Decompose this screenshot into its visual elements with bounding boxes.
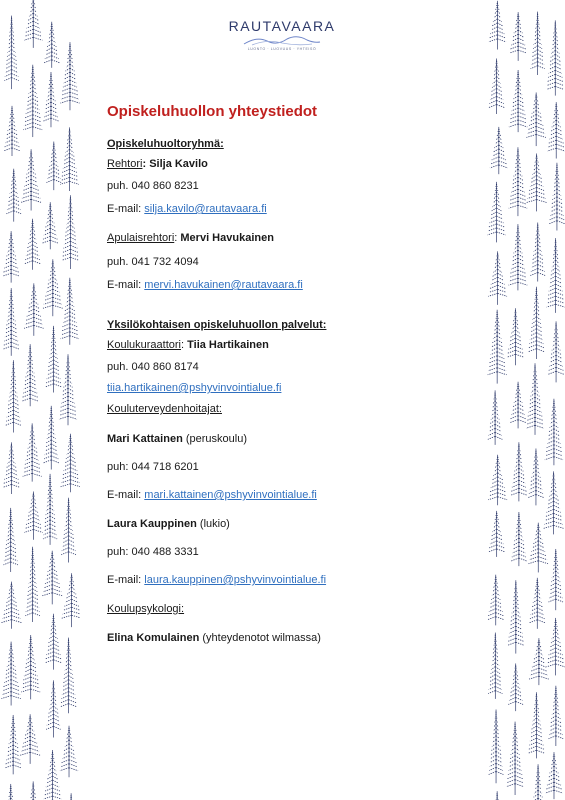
tree-icon — [509, 224, 528, 290]
rehtori-email-line — [107, 203, 267, 216]
tree-icon — [6, 169, 21, 222]
rehtori-phone: puh. 040 860 8231 — [107, 180, 199, 192]
section-heading-opiskeluhuoltoryhma: Opiskeluhuoltoryhmä: — [107, 138, 224, 150]
tree-icon — [61, 638, 77, 714]
tree-icon — [3, 784, 18, 800]
tree-icon — [23, 65, 42, 137]
tree-icon — [510, 382, 527, 429]
nurse2-phone: puh: 040 488 3331 — [107, 546, 199, 558]
apulaisrehtori-phone: puh. 041 732 4094 — [107, 256, 199, 268]
rautavaara-logo — [222, 18, 342, 51]
kuraattori-email-line — [107, 382, 281, 395]
tree-icon — [61, 434, 80, 493]
tree-icon — [509, 70, 527, 132]
tree-icon — [4, 16, 18, 90]
tree-icon — [489, 791, 506, 800]
tree-icon — [545, 399, 563, 466]
tree-icon — [3, 508, 18, 572]
tree-icon — [21, 635, 40, 699]
nurse1-name: Mari Kattainen — [107, 433, 183, 445]
tree-icon — [6, 360, 21, 432]
tree-icon — [3, 231, 20, 282]
email-label: E-mail: — [107, 203, 145, 215]
tree-icon — [488, 633, 502, 699]
tree-icon — [531, 12, 545, 75]
psykologi-name: Elina Komulainen — [107, 632, 200, 644]
tree-icon — [528, 692, 544, 758]
tree-icon — [43, 474, 57, 545]
tree-icon — [60, 127, 79, 191]
apulaisrehtori-email-line — [107, 279, 303, 292]
nurse2-line — [107, 518, 230, 531]
email-label: E-mail: — [107, 279, 145, 291]
tree-icon — [487, 575, 504, 626]
tree-icon — [489, 1, 506, 50]
tree-icon — [45, 614, 62, 670]
tree-icon — [43, 72, 58, 127]
tree-icon — [62, 195, 79, 269]
tree-icon — [1, 642, 20, 706]
tree-icon — [21, 149, 41, 210]
tree-icon — [3, 442, 20, 494]
logo-wordmark: RAUTAVAARA — [228, 18, 336, 34]
tree-icon — [509, 12, 526, 61]
nurse1-phone: puh: 044 718 6201 — [107, 461, 199, 473]
tree-icon — [60, 726, 78, 777]
tree-icon — [509, 147, 527, 216]
tree-icon — [528, 449, 543, 506]
rehtori-line — [107, 158, 208, 171]
tree-icon — [487, 182, 505, 242]
tree-icon — [24, 0, 42, 48]
kuraattori-line: Koulukuraattori: Tiia Hartikainen — [107, 339, 269, 351]
rehtori-email-link[interactable]: silja.kavilo@rautavaara.fi — [144, 203, 267, 215]
tree-icon — [511, 512, 526, 566]
email-label: E-mail: — [107, 489, 145, 501]
tree-icon — [548, 321, 564, 382]
apulaisrehtori-name: Mervi Havukainen — [180, 232, 274, 244]
tree-icon — [549, 686, 564, 746]
terveydenhoitajat-heading: Kouluterveydenhoitajat: — [107, 403, 222, 415]
tree-icon — [25, 219, 41, 270]
tree-icon — [545, 752, 563, 799]
tree-icon — [488, 390, 503, 444]
email-label: E-mail: — [107, 574, 145, 586]
tree-icon — [25, 547, 40, 622]
tree-icon — [527, 154, 547, 212]
section-heading-yksilokohtainen: Yksilökohtaisen opiskeluhuollon palvelut: — [107, 319, 327, 331]
tree-icon — [62, 573, 80, 627]
tree-icon — [22, 344, 38, 406]
tree-icon — [24, 781, 43, 800]
apulaisrehtori-email-link[interactable]: mervi.havukainen@rautavaara.fi — [144, 279, 303, 291]
tree-icon — [489, 709, 504, 783]
tree-icon — [530, 223, 545, 282]
tree-icon — [488, 511, 505, 557]
tree-icon — [528, 523, 548, 573]
tree-icon — [489, 59, 505, 114]
tree-icon — [24, 491, 42, 539]
tree-icon — [547, 20, 564, 95]
tree-icon — [20, 714, 40, 764]
nurse1-email-line — [107, 489, 317, 502]
tree-icon — [60, 42, 79, 110]
tree-icon — [507, 308, 524, 365]
rehtori-label: Rehtori — [107, 158, 143, 170]
tree-icon — [42, 202, 58, 249]
tree-icon — [549, 549, 564, 610]
logo-tagline: LUONTO · LUOVUUS · YHTEISÖ — [247, 47, 317, 51]
tree-border-right — [485, 0, 565, 800]
psykologi-line — [107, 632, 321, 645]
nurse2-email-line — [107, 574, 326, 587]
kuraattori-phone: puh. 040 860 8174 — [107, 361, 199, 373]
nurse2-name: Laura Kauppinen — [107, 518, 197, 530]
kuraattori-email-link[interactable]: tiia.hartikainen@pshyvinvointialue.fi — [107, 382, 282, 394]
tree-icon — [61, 498, 76, 563]
tree-icon — [4, 106, 20, 156]
tree-icon — [59, 354, 77, 425]
page-title: Opiskeluhuollon yhteystiedot — [107, 103, 318, 120]
tree-icon — [544, 471, 564, 534]
tree-icon — [42, 551, 62, 605]
tree-icon — [63, 793, 79, 800]
kuraattori-name: Tiia Hartikainen — [187, 339, 269, 351]
nurse2-email-link[interactable]: laura.kauppinen@pshyvinvointialue.fi — [144, 574, 327, 586]
nurse1-note: (peruskoulu) — [182, 433, 247, 445]
tree-icon — [529, 764, 548, 800]
tree-icon — [44, 22, 59, 68]
tree-icon — [547, 102, 565, 158]
apulaisrehtori-line: Apulaisrehtori: Mervi Havukainen — [107, 232, 274, 244]
rehtori-name: : Silja Kavilo — [142, 158, 208, 170]
tree-icon — [508, 580, 524, 653]
tree-icon — [529, 578, 545, 629]
tree-icon — [528, 287, 544, 359]
tree-icon — [43, 750, 62, 800]
tree-icon — [46, 142, 61, 191]
tree-icon — [46, 680, 60, 737]
nurse1-email-link[interactable]: mari.kattainen@pshyvinvointialue.fi — [144, 489, 317, 501]
tree-icon — [5, 715, 21, 774]
kuraattori-label: Koulukuraattori — [107, 339, 181, 351]
tree-icon — [529, 638, 549, 685]
logo-hills-icon — [242, 34, 322, 46]
tree-icon — [1, 582, 21, 629]
tree-icon — [43, 259, 63, 316]
tree-border-left — [0, 0, 80, 800]
tree-icon — [547, 238, 565, 313]
psykologi-heading: Koulupsykologi: — [107, 603, 185, 615]
nurse2-note: (lukio) — [196, 518, 230, 530]
psykologi-note: (yhteydenotot wilmassa) — [199, 632, 321, 644]
tree-icon — [61, 278, 79, 345]
tree-icon — [508, 663, 523, 711]
tree-icon — [490, 127, 508, 174]
tree-icon — [488, 455, 507, 505]
tree-icon — [3, 288, 19, 356]
tree-icon — [511, 442, 528, 501]
tree-icon — [506, 722, 524, 795]
tree-icon — [488, 251, 507, 305]
tree-icon — [23, 423, 42, 481]
nurse1-line — [107, 433, 247, 446]
tree-icon — [44, 406, 59, 470]
tree-icon — [546, 618, 565, 675]
tree-icon — [488, 310, 507, 384]
tree-icon — [24, 283, 43, 336]
tree-icon — [526, 363, 544, 435]
apulaisrehtori-label: Apulaisrehtori — [107, 232, 175, 244]
tree-icon — [46, 326, 62, 393]
tree-icon — [526, 92, 545, 146]
tree-icon — [549, 163, 565, 231]
